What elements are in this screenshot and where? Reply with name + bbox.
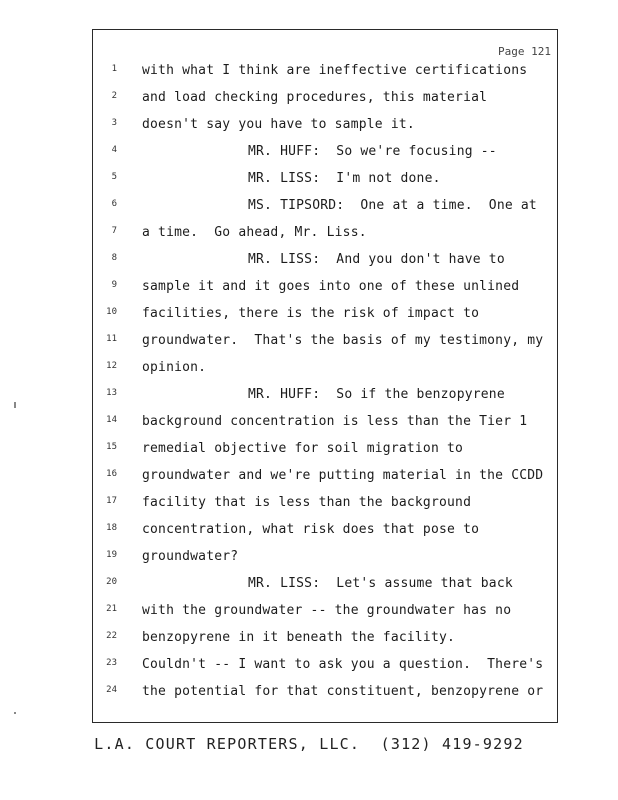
court-reporter-footer: L.A. COURT REPORTERS, LLC. (312) 419-9292	[94, 735, 524, 753]
line-number: 11	[106, 334, 117, 344]
line-number: 7	[111, 226, 117, 236]
transcript-line	[93, 519, 557, 546]
scan-artifact-mark	[14, 402, 16, 408]
line-text: groundwater. That's the basis of my testimony, my	[142, 333, 544, 348]
line-number: 24	[106, 685, 117, 695]
line-number: 17	[106, 496, 117, 506]
line-text: concentration, what risk does that pose to	[142, 522, 480, 537]
transcript-line	[93, 492, 557, 519]
line-text: groundwater?	[142, 549, 239, 564]
transcript-line	[93, 249, 557, 276]
line-number: 19	[106, 550, 117, 560]
transcript-line	[93, 600, 557, 627]
transcript-line	[93, 114, 557, 141]
transcript-line	[93, 438, 557, 465]
line-text: opinion.	[142, 360, 207, 375]
transcript-line	[93, 330, 557, 357]
transcript-body	[93, 60, 557, 708]
line-number: 10	[106, 307, 117, 317]
line-number: 23	[106, 658, 117, 668]
line-text: groundwater and we're putting material in the CCDD	[142, 468, 544, 483]
line-number: 12	[106, 361, 117, 371]
line-text: MR. HUFF: So we're focusing --	[248, 144, 497, 159]
transcript-line	[93, 411, 557, 438]
line-text: and load checking procedures, this material	[142, 90, 488, 105]
transcript-line	[93, 546, 557, 573]
transcript-line	[93, 465, 557, 492]
line-text: doesn't say you have to sample it.	[142, 117, 415, 132]
transcript-line	[93, 276, 557, 303]
line-number: 22	[106, 631, 117, 641]
line-number: 1	[111, 64, 117, 74]
line-text: facility that is less than the background	[142, 495, 472, 510]
line-number: 15	[106, 442, 117, 452]
transcript-line	[93, 654, 557, 681]
transcript-line	[93, 222, 557, 249]
line-number: 20	[106, 577, 117, 587]
transcript-line	[93, 87, 557, 114]
line-number: 6	[111, 199, 117, 209]
transcript-line	[93, 384, 557, 411]
line-text: a time. Go ahead, Mr. Liss.	[142, 225, 367, 240]
line-number: 18	[106, 523, 117, 533]
line-text: with what I think are ineffective certifications	[142, 63, 528, 78]
scan-artifact-mark	[14, 712, 16, 714]
transcript-line	[93, 195, 557, 222]
line-number: 21	[106, 604, 117, 614]
transcript-line	[93, 681, 557, 708]
transcript-line	[93, 168, 557, 195]
line-text: remedial objective for soil migration to	[142, 441, 464, 456]
transcript-line	[93, 60, 557, 87]
line-text: with the groundwater -- the groundwater has no	[142, 603, 512, 618]
line-number: 2	[111, 91, 117, 101]
line-text: Couldn't -- I want to ask you a question. There's	[142, 657, 544, 672]
transcript-line	[93, 357, 557, 384]
line-number: 13	[106, 388, 117, 398]
line-text: sample it and it goes into one of these unlined	[142, 279, 520, 294]
page-number: Page 121	[498, 45, 551, 58]
line-text: background concentration is less than the Tier 1	[142, 414, 528, 429]
line-number: 8	[111, 253, 117, 263]
line-number: 4	[111, 145, 117, 155]
transcript-line	[93, 627, 557, 654]
line-text: MR. LISS: And you don't have to	[248, 252, 505, 267]
transcript-line	[93, 141, 557, 168]
transcript-line	[93, 303, 557, 330]
line-number: 14	[106, 415, 117, 425]
line-text: MR. LISS: I'm not done.	[248, 171, 441, 186]
transcript-page	[92, 29, 558, 723]
line-text: facilities, there is the risk of impact to	[142, 306, 480, 321]
line-number: 3	[111, 118, 117, 128]
line-text: MR. HUFF: So if the benzopyrene	[248, 387, 505, 402]
line-number: 5	[111, 172, 117, 182]
transcript-line	[93, 573, 557, 600]
line-text: benzopyrene in it beneath the facility.	[142, 630, 456, 645]
line-number: 9	[111, 280, 117, 290]
line-number: 16	[106, 469, 117, 479]
line-text: MR. LISS: Let's assume that back	[248, 576, 513, 591]
line-text: the potential for that constituent, benzopyrene or	[142, 684, 544, 699]
line-text: MS. TIPSORD: One at a time. One at	[248, 198, 537, 213]
